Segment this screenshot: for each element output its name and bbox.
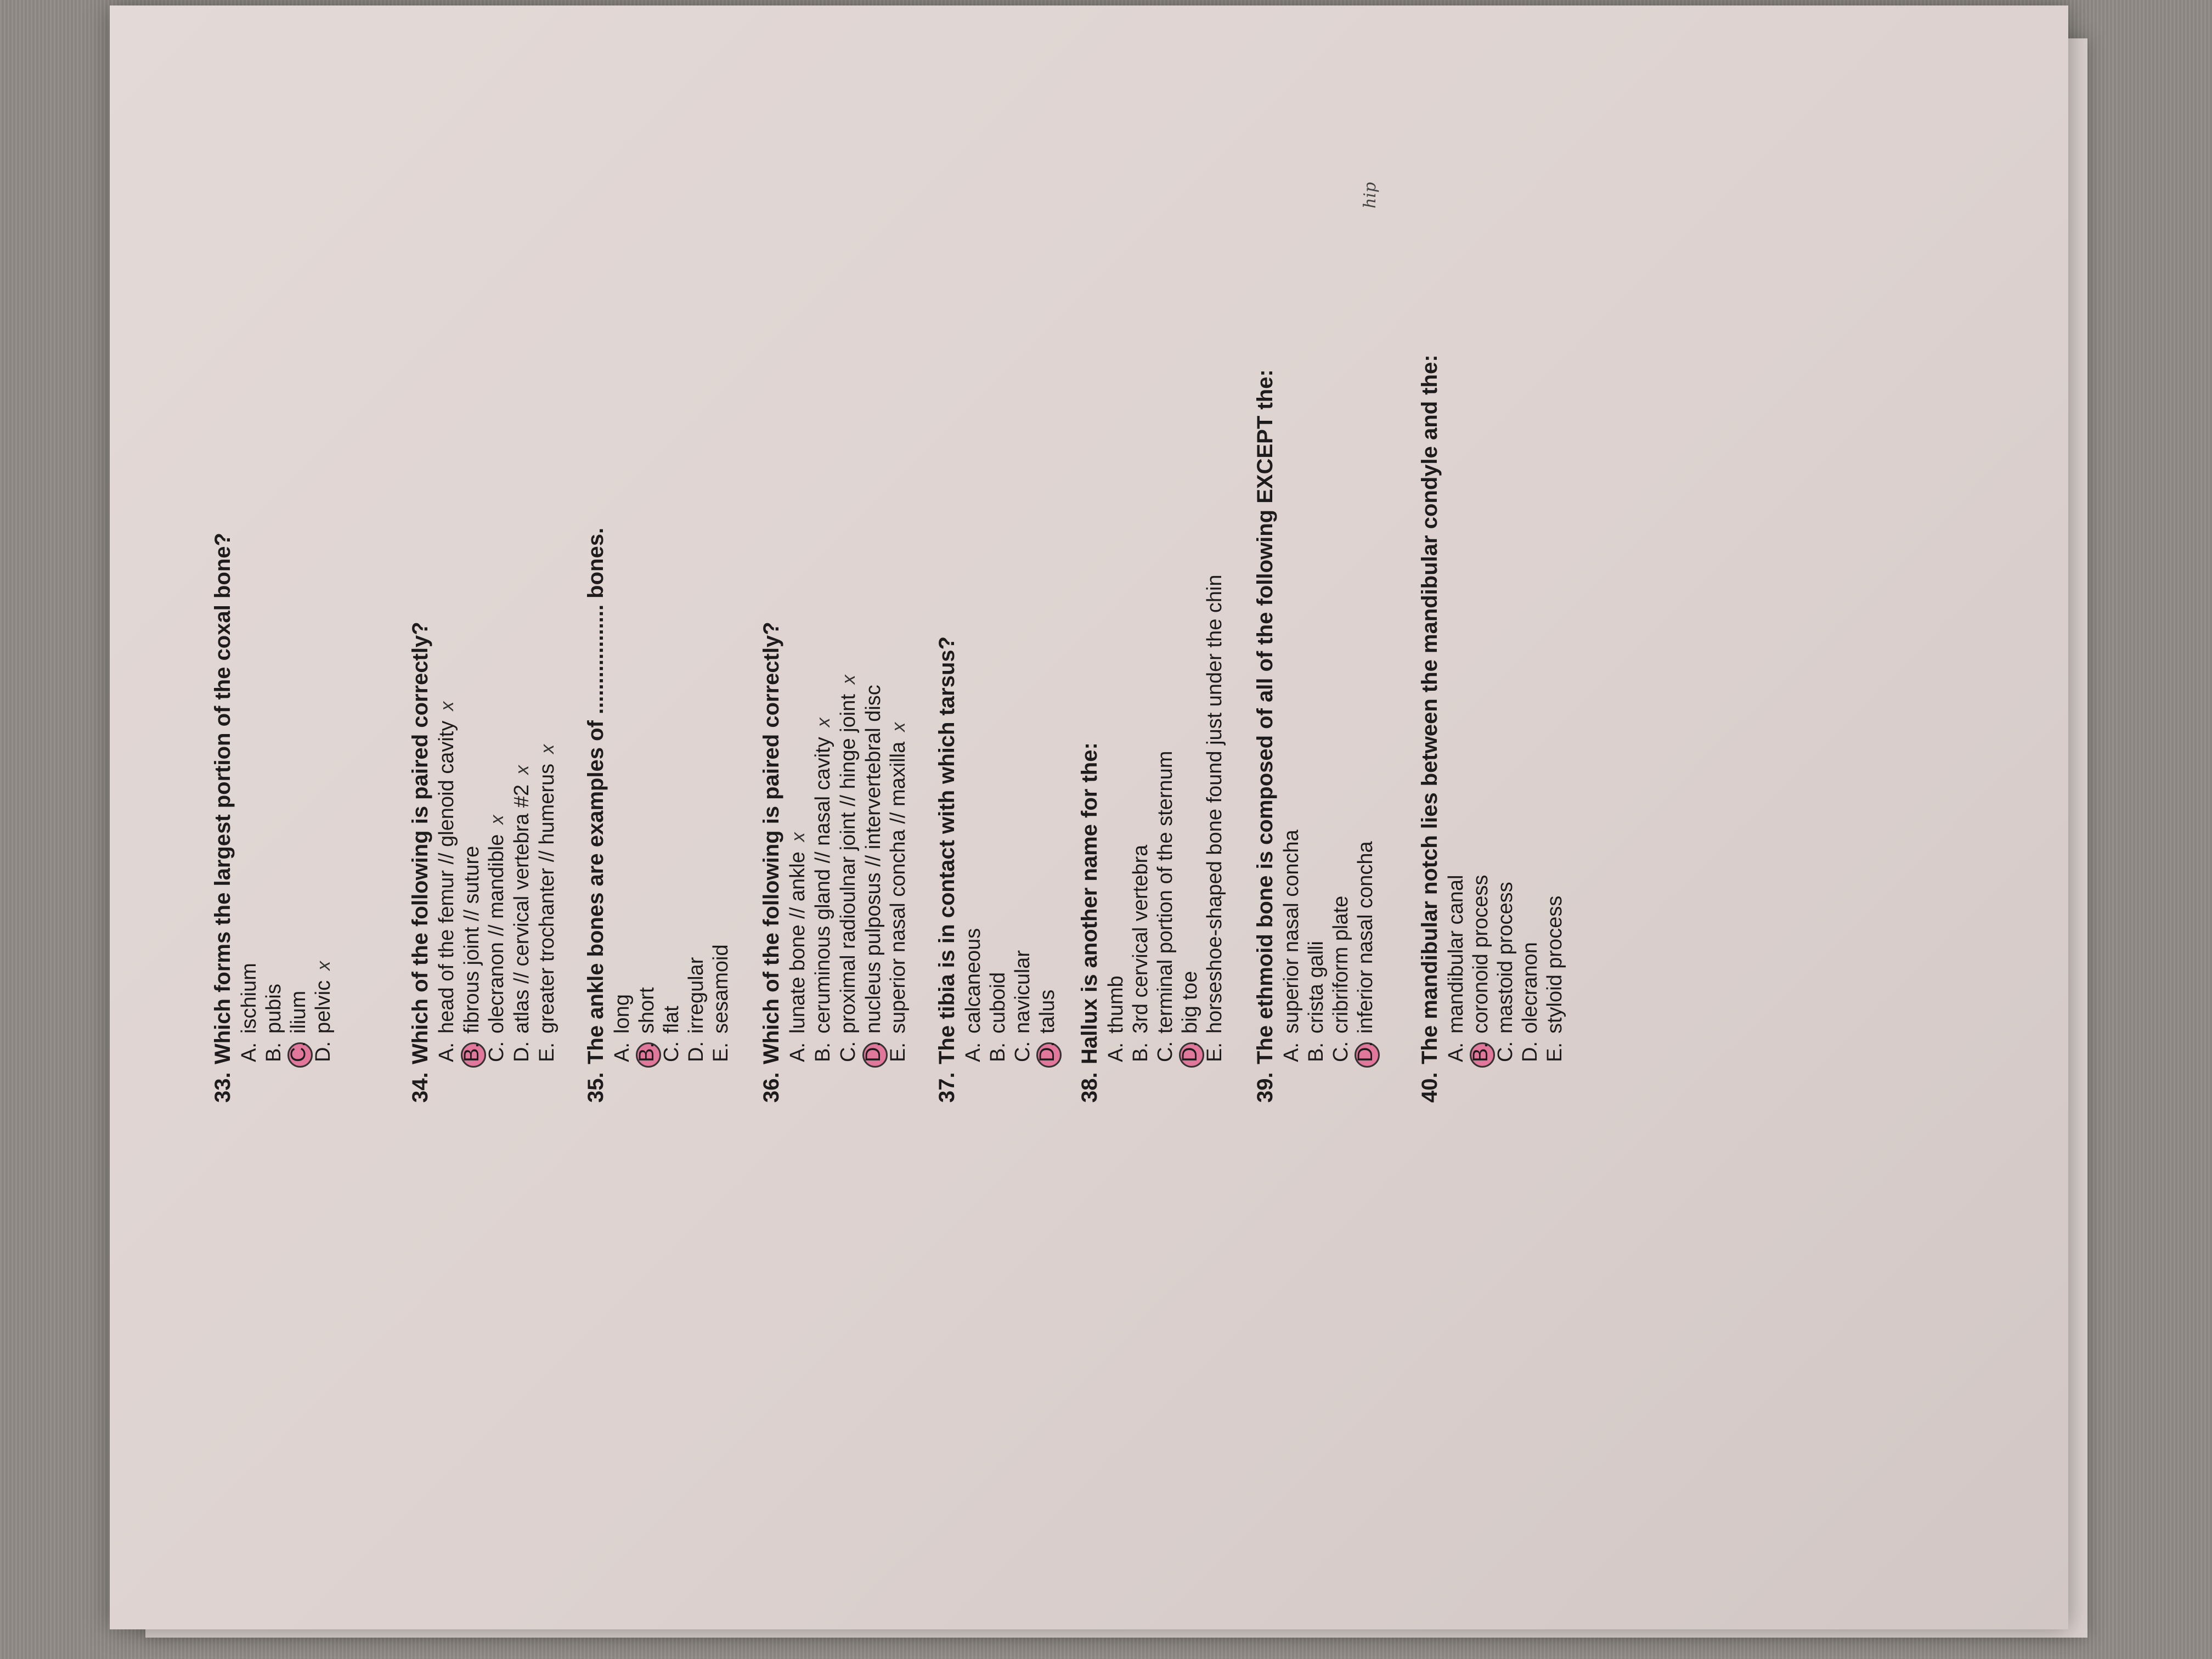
answer-options <box>961 0 1060 1103</box>
option-letter: D. <box>1519 1041 1542 1062</box>
option-text: ischium <box>238 963 261 1034</box>
option-letter: A. <box>1280 1042 1303 1062</box>
question-number: 37. <box>935 1072 959 1103</box>
answer-option-circled <box>861 0 886 1062</box>
option-letter: B. <box>460 1034 484 1062</box>
option-letter: E. <box>709 1042 732 1062</box>
option-letter: C. <box>660 1041 683 1062</box>
option-text: mandibular canal <box>1444 874 1468 1034</box>
answer-option <box>786 0 811 1062</box>
handwritten-x-mark: x <box>487 815 507 825</box>
handwritten-x-mark: x <box>537 744 558 754</box>
option-text: thumb <box>1104 975 1127 1034</box>
option-letter: C. <box>1494 1041 1517 1062</box>
option-letter: A. <box>1104 1042 1127 1062</box>
option-text: head of the femur // glenoid cavity <box>435 720 458 1034</box>
answer-option <box>836 0 861 1062</box>
question-39 <box>1251 0 1378 1103</box>
option-text: cribriform plate <box>1329 895 1352 1034</box>
answer-option <box>1304 0 1329 1062</box>
option-letter: B. <box>1469 1034 1493 1062</box>
question-title <box>208 0 237 1103</box>
option-text: 3rd cervical vertebra <box>1129 844 1152 1034</box>
question-number: 38. <box>1077 1072 1102 1103</box>
option-text: lunate bone // ankle <box>786 851 809 1034</box>
answer-option <box>610 0 635 1062</box>
option-letter: E. <box>1203 1042 1226 1062</box>
question-number: 40. <box>1418 1072 1442 1103</box>
answer-option-circled <box>1353 0 1378 1062</box>
option-letter: D. <box>1035 1034 1060 1062</box>
question-40 <box>1415 0 1567 1103</box>
option-letter: E. <box>887 1042 910 1062</box>
handwritten-x-mark: x <box>838 675 859 685</box>
answer-option <box>811 0 836 1062</box>
question-title <box>406 0 435 1103</box>
question-title <box>1075 0 1104 1103</box>
option-text: navicular <box>1011 950 1034 1034</box>
option-letter: C. <box>1329 1041 1352 1062</box>
answer-option-circled <box>635 0 659 1062</box>
question-title <box>1251 0 1279 1103</box>
question-text: The ankle bones are examples of .................. bones. <box>584 527 608 1064</box>
question-text: Which forms the largest portion of the coxal bone? <box>211 533 235 1064</box>
option-letter: C. <box>1011 1041 1034 1062</box>
worksheet-content <box>22 0 2183 1147</box>
answer-option <box>1128 0 1153 1062</box>
answer-option <box>1543 0 1567 1062</box>
option-letter: D. <box>1178 1034 1203 1062</box>
answer-options <box>237 0 336 1103</box>
option-text: crista galli <box>1305 941 1328 1034</box>
question-number: 39. <box>1253 1072 1277 1103</box>
question-text: The tibia is in contact with which tarsus? <box>935 636 959 1064</box>
option-text: horseshoe-shaped bone found just under the chin <box>1203 574 1226 1034</box>
option-text: inferior nasal concha <box>1354 841 1377 1034</box>
answer-option <box>1518 0 1543 1062</box>
option-text: greater trochanter // humerus <box>535 763 558 1034</box>
option-letter: B. <box>1129 1042 1152 1062</box>
handwritten-x-mark: x <box>437 701 458 711</box>
option-text: styloid process <box>1543 895 1566 1034</box>
answer-option <box>535 0 560 1062</box>
answer-options <box>786 0 911 1103</box>
option-text: olecranon // mandible <box>485 834 508 1034</box>
question-text: The ethmoid bone is composed of all of the following EXCEPT the: <box>1253 369 1277 1064</box>
question-number: 34. <box>408 1072 432 1103</box>
option-text: atlas // cervical vertebra #2 <box>510 784 533 1034</box>
option-letter: A. <box>1444 1042 1468 1062</box>
option-text: sesamoid <box>709 944 732 1034</box>
answer-options <box>435 0 560 1103</box>
option-letter: D. <box>685 1041 708 1062</box>
option-letter: B. <box>986 1042 1009 1062</box>
question-title <box>757 0 786 1103</box>
answer-option-circled <box>1469 0 1493 1062</box>
answer-option <box>1329 0 1353 1062</box>
option-text: terminal portion of the sternum <box>1154 751 1177 1034</box>
option-letter: B. <box>1305 1042 1328 1062</box>
handwritten-x-mark: x <box>788 832 809 842</box>
option-text: superior nasal concha <box>1280 830 1303 1034</box>
option-text: talus <box>1036 989 1059 1034</box>
answer-options <box>1279 0 1378 1103</box>
option-text: cuboid <box>986 972 1009 1034</box>
option-letter: A. <box>435 1042 458 1062</box>
answer-option <box>435 0 460 1062</box>
option-text: mastoid process <box>1494 882 1517 1034</box>
answer-option <box>1493 0 1518 1062</box>
answer-options <box>1444 0 1567 1103</box>
answer-option <box>1153 0 1178 1062</box>
answer-option-circled <box>460 0 484 1062</box>
answer-option <box>961 0 986 1062</box>
answer-options <box>610 0 733 1103</box>
handwritten-x-mark: x <box>313 961 334 970</box>
worksheet-page <box>22 0 2183 1147</box>
option-letter: A. <box>238 1042 261 1062</box>
answer-option <box>886 0 911 1062</box>
option-text: coronoid process <box>1469 874 1492 1034</box>
option-text: ilium <box>287 990 310 1034</box>
option-letter: C. <box>1154 1041 1177 1062</box>
question-title <box>1415 0 1444 1103</box>
option-letter: E. <box>535 1042 558 1062</box>
option-text: long <box>611 994 634 1034</box>
option-letter: A. <box>962 1042 985 1062</box>
answer-option <box>311 0 336 1062</box>
option-letter: E. <box>1543 1042 1566 1062</box>
answer-option <box>510 0 535 1062</box>
handwritten-x-mark: x <box>888 722 909 732</box>
question-text: The mandibular notch lies between the mandibular condyle and the: <box>1418 354 1442 1064</box>
option-letter: B. <box>635 1034 659 1062</box>
option-text: short <box>635 987 658 1034</box>
question-38 <box>1075 0 1227 1103</box>
option-text: calcaneous <box>962 928 985 1034</box>
question-title <box>582 0 610 1103</box>
handwritten-x-mark: x <box>512 765 533 775</box>
option-letter: D. <box>312 1041 335 1062</box>
question-number: 33. <box>211 1072 235 1103</box>
option-letter: D. <box>510 1041 533 1062</box>
option-text: ceruminous gland // nasal cavity <box>811 737 834 1034</box>
answer-option <box>709 0 733 1062</box>
option-letter: D. <box>1353 1034 1378 1062</box>
answer-option <box>684 0 709 1062</box>
question-text: Which of the following is paired correctly? <box>408 622 432 1064</box>
question-36 <box>757 0 911 1103</box>
answer-option-circled <box>286 0 311 1062</box>
question-text: Hallux is another name for the: <box>1077 742 1102 1064</box>
option-text: superior nasal concha // maxilla <box>887 741 910 1034</box>
answer-option-circled <box>1178 0 1203 1062</box>
answer-option <box>237 0 262 1062</box>
option-letter: B. <box>811 1042 834 1062</box>
question-number: 35. <box>584 1072 608 1103</box>
option-letter: B. <box>262 1042 285 1062</box>
option-text: nucleus pulposus // intervertebral disc <box>862 685 885 1034</box>
question-37 <box>933 0 1060 1103</box>
answer-option <box>1279 0 1304 1062</box>
answer-option <box>1444 0 1469 1062</box>
answer-option <box>986 0 1011 1062</box>
answer-options <box>1104 0 1227 1103</box>
answer-option <box>1104 0 1128 1062</box>
option-text: proximal radioulnar joint // hinge joint <box>837 694 860 1034</box>
option-letter: A. <box>611 1042 634 1062</box>
question-35 <box>582 0 733 1103</box>
handwritten-x-mark: x <box>813 718 834 727</box>
handwritten-note: hip <box>1361 182 1380 208</box>
option-letter: A. <box>786 1042 809 1062</box>
answer-option <box>1203 0 1227 1062</box>
option-text: flat <box>660 1006 683 1034</box>
question-text: Which of the following is paired correctly? <box>759 622 783 1064</box>
answer-option <box>484 0 510 1062</box>
option-letter: C. <box>837 1041 860 1062</box>
option-text: fibrous joint // suture <box>460 845 483 1034</box>
option-letter: D. <box>861 1034 886 1062</box>
answer-option <box>262 0 286 1062</box>
option-text: olecranon <box>1519 942 1542 1034</box>
option-letter: C. <box>286 1034 311 1062</box>
question-title <box>933 0 961 1103</box>
option-text: big toe <box>1178 970 1201 1034</box>
option-text: pubis <box>262 984 285 1034</box>
option-letter: C. <box>485 1041 508 1062</box>
answer-option-circled <box>1035 0 1060 1062</box>
question-number: 36. <box>759 1072 783 1103</box>
option-text: pelvic <box>312 980 335 1034</box>
option-text: irregular <box>685 957 708 1034</box>
answer-option <box>1011 0 1035 1062</box>
answer-option <box>659 0 684 1062</box>
question-33 <box>208 0 336 1103</box>
question-34 <box>406 0 560 1103</box>
